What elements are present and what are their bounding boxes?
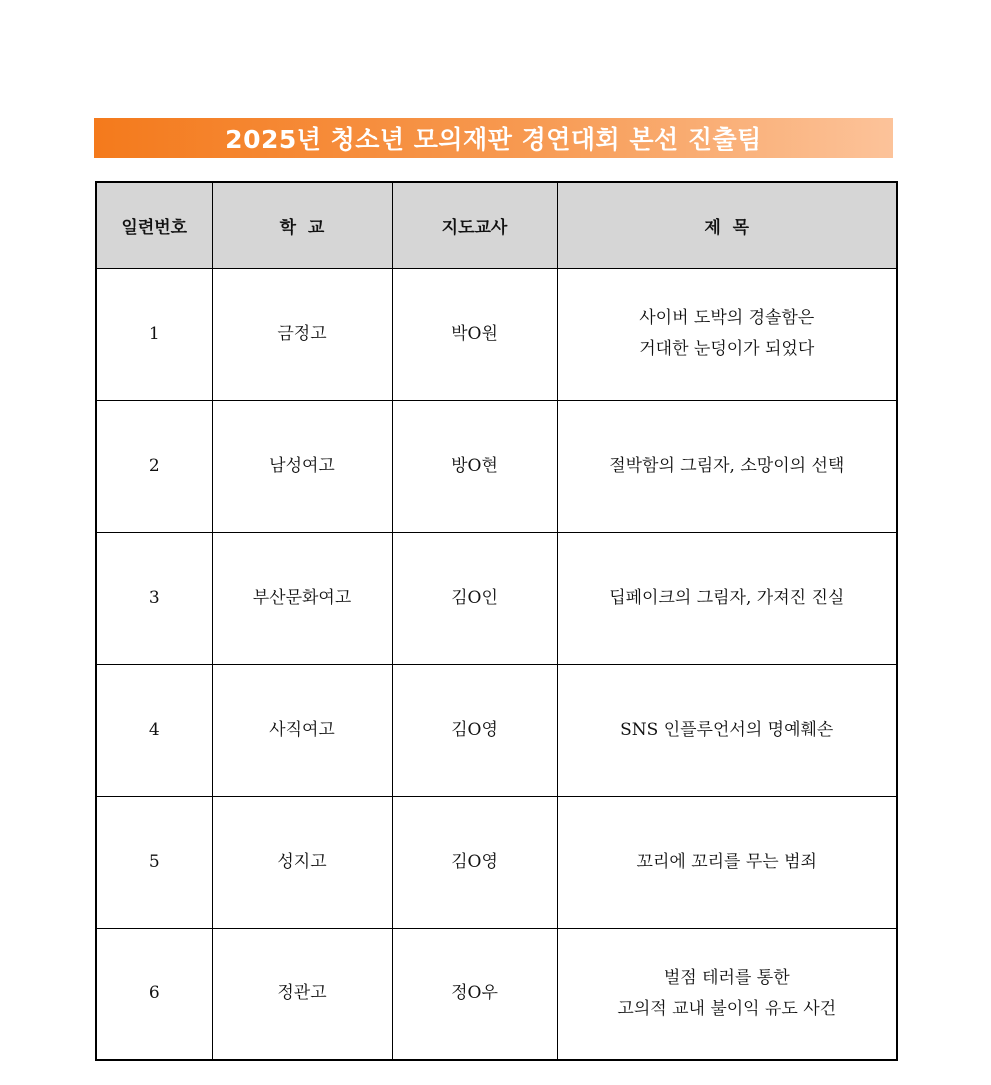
cell-teacher: 김O영: [392, 664, 557, 796]
cell-teacher: 김O영: [392, 796, 557, 928]
title-line: 사이버 도박의 경솔함은: [639, 308, 815, 328]
cell-teacher: 방O현: [392, 400, 557, 532]
title-line: 절박함의 그림자, 소망이의 선택: [609, 455, 845, 476]
cell-school: 금정고: [212, 268, 392, 400]
cell-number: 1: [96, 268, 212, 400]
cell-number: 3: [96, 532, 212, 664]
cell-school: 사직여고: [212, 664, 392, 796]
title-banner: [94, 118, 893, 158]
table-row: [96, 268, 897, 400]
cell-school: 부산문화여고: [212, 532, 392, 664]
table-row: [96, 928, 897, 1060]
cell-number: 4: [96, 664, 212, 796]
table-header-row: [96, 182, 897, 268]
cell-school: 성지고: [212, 796, 392, 928]
cell-school: 남성여고: [212, 400, 392, 532]
table-row: [96, 400, 897, 532]
cell-number: 2: [96, 400, 212, 532]
cell-title: [557, 532, 897, 664]
cell-title: [557, 796, 897, 928]
header-school: 학 교: [212, 182, 392, 268]
table-row: [96, 664, 897, 796]
cell-school: 정관고: [212, 928, 392, 1060]
header-number: 일련번호: [96, 182, 212, 268]
title-line: 딥페이크의 그림자, 가져진 진실: [609, 587, 845, 608]
title-line: 거대한 눈덩이가 되었다: [639, 339, 815, 359]
cell-title: [557, 268, 897, 400]
header-teacher: 지도교사: [392, 182, 557, 268]
finalist-table: [95, 181, 898, 1061]
title-line: SNS 인플루언서의 명예훼손: [620, 719, 834, 740]
cell-title: [557, 928, 897, 1060]
table-row: [96, 796, 897, 928]
cell-title: [557, 664, 897, 796]
page-title: 2025년 청소년 모의재판 경연대회 본선 진출팀: [225, 125, 762, 154]
cell-number: 6: [96, 928, 212, 1060]
cell-teacher: 정O우: [392, 928, 557, 1060]
title-line: 고의적 교내 불이익 유도 사건: [617, 998, 837, 1019]
title-line: 벌점 테러를 통한: [663, 967, 790, 988]
cell-number: 5: [96, 796, 212, 928]
title-line: 꼬리에 꼬리를 무는 범죄: [636, 851, 817, 872]
cell-title: [557, 400, 897, 532]
cell-teacher: 김O인: [392, 532, 557, 664]
cell-teacher: 박O원: [392, 268, 557, 400]
header-title: 제 목: [557, 182, 897, 268]
table-row: [96, 532, 897, 664]
